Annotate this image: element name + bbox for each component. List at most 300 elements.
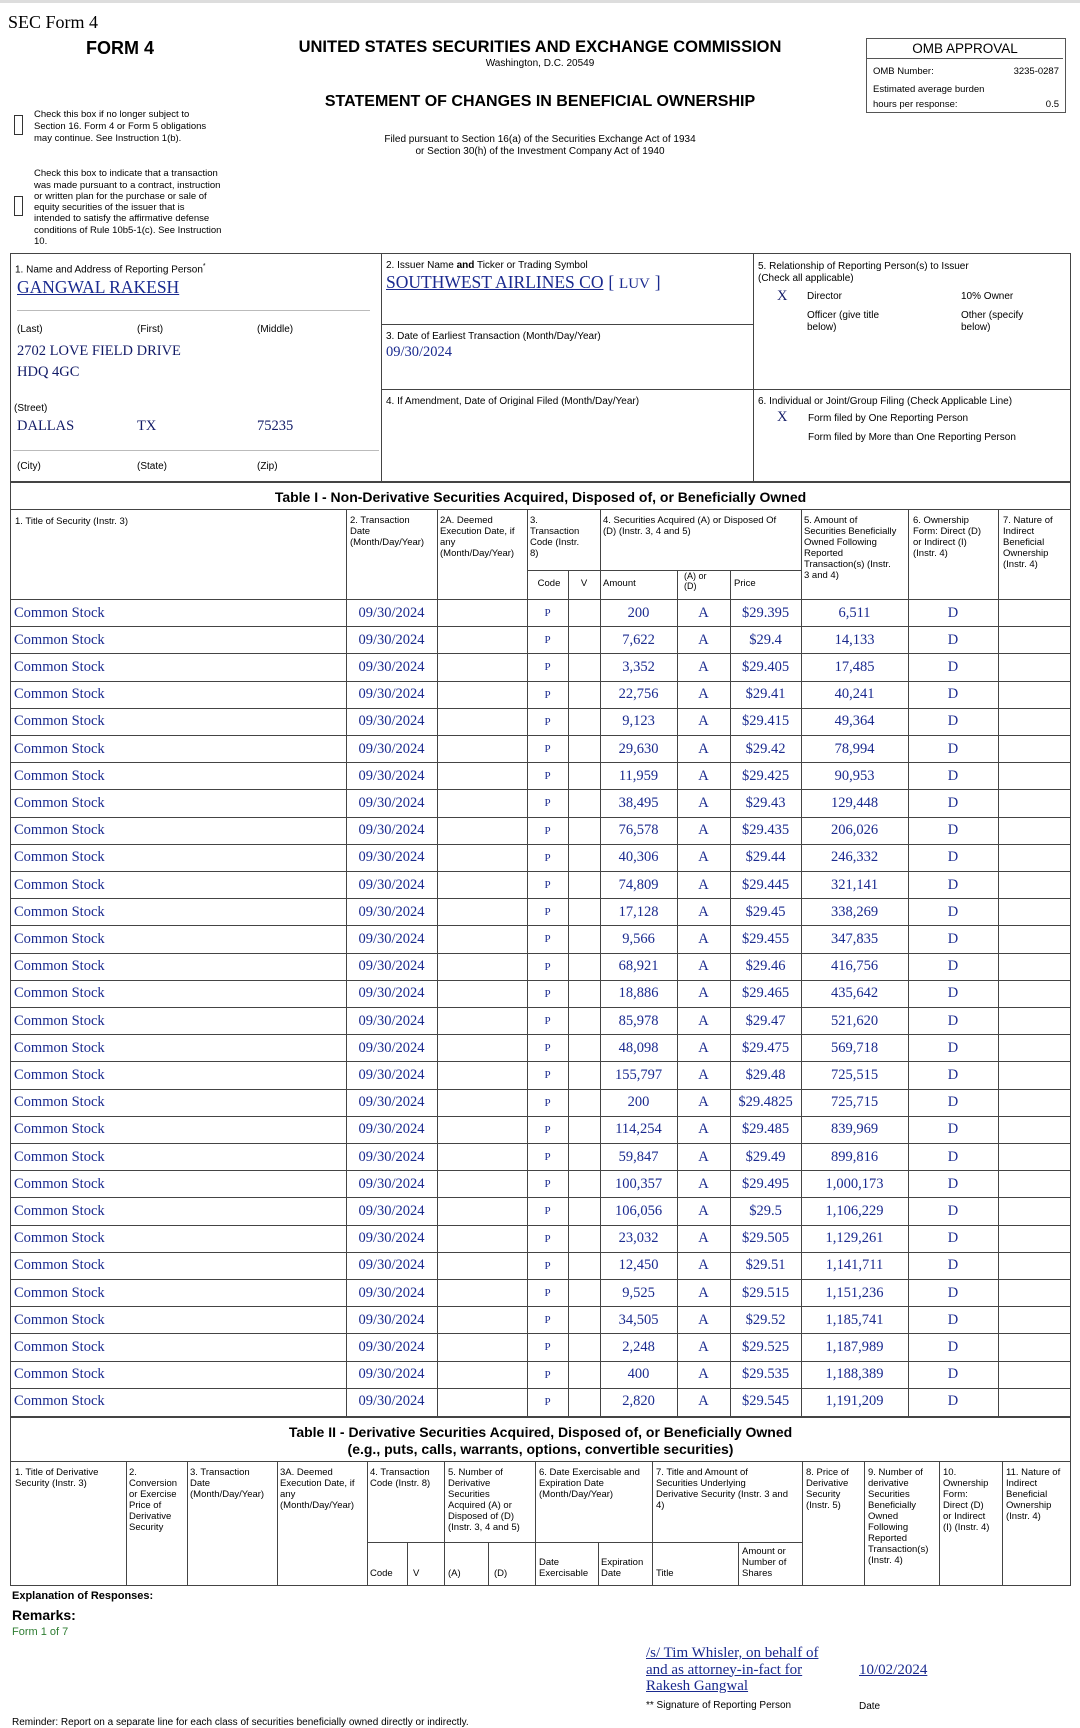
t2-h12-2: Indirect: [1006, 1478, 1038, 1489]
t1-h-owned-4: Reported: [804, 548, 844, 559]
cell-date: 09/30/2024: [358, 1066, 425, 1083]
cell-amount: 68,921: [618, 958, 659, 975]
omb-approval-box: [866, 38, 1066, 113]
cell-v: [568, 600, 600, 626]
cell-v: [568, 709, 600, 735]
street-label: (Street): [14, 403, 48, 414]
t1-h-amount-owned: [804, 515, 896, 581]
cell-deemed: [437, 1226, 527, 1252]
t2-h2-2: Conversion: [129, 1478, 178, 1489]
cell-owned: 17,485: [834, 658, 875, 675]
cell-v: [568, 954, 600, 980]
t2-h8-1: 7. Title and Amount of: [656, 1467, 748, 1478]
cell-price: $29.415: [741, 713, 790, 730]
t1-h-nature: [1003, 515, 1053, 570]
table-row: [10, 599, 1070, 626]
cell-title: Common Stock: [14, 631, 105, 648]
t1-h-nature-5: (Instr. 4): [1003, 559, 1038, 570]
col-divider: [652, 1462, 653, 1585]
cell-ad: A: [698, 1366, 709, 1383]
t2-h11-2: Ownership: [943, 1478, 989, 1489]
cell-code: P: [544, 960, 551, 973]
t1-h-form-2: Form: Direct (D): [913, 526, 982, 537]
cell-amount: 59,847: [618, 1148, 659, 1165]
cell-form: D: [947, 1257, 959, 1274]
last-label: (Last): [17, 324, 43, 335]
cell-ad: A: [698, 1202, 709, 1219]
cell-ad: A: [698, 958, 709, 975]
checkbox1-line3: may continue. See Instruction 1(b).: [34, 133, 182, 144]
col-divider: [367, 1462, 368, 1585]
t2-h4: [280, 1467, 354, 1511]
t2-h2-6: Security: [129, 1522, 164, 1533]
cell-deemed: [437, 600, 527, 626]
cell-ad: A: [698, 1311, 709, 1328]
divider: [381, 254, 382, 481]
cell-ad: A: [698, 767, 709, 784]
t2-h5: [370, 1467, 430, 1489]
cell-nature: [998, 926, 1070, 952]
cell-ad: A: [698, 686, 709, 703]
cell-ad: A: [698, 1094, 709, 1111]
t2-h4-2: Execution Date, if: [280, 1478, 355, 1489]
cell-date: 09/30/2024: [358, 1121, 425, 1138]
t2-h11-5: or Indirect: [943, 1511, 986, 1522]
t2-sub-code: Code: [370, 1568, 393, 1579]
table-row: [10, 925, 1070, 952]
cell-ad: A: [698, 1257, 709, 1274]
t2-h11-4: Direct (D): [943, 1500, 984, 1511]
t1-h-owned-1: 5. Amount of: [804, 515, 858, 526]
t1-h-owned-2: Securities Beneficially: [804, 526, 897, 537]
cell-nature: [998, 1035, 1070, 1061]
cell-date: 09/30/2024: [358, 903, 425, 920]
cell-owned: 569,718: [830, 1039, 879, 1056]
t2-sub-amt-3: Shares: [742, 1568, 773, 1579]
cell-owned: 347,835: [830, 930, 879, 947]
cell-title: Common Stock: [14, 713, 105, 730]
cell-title: Common Stock: [14, 794, 105, 811]
cell-nature: [998, 1144, 1070, 1170]
cell-date: 09/30/2024: [358, 1148, 425, 1165]
cell-nature: [998, 682, 1070, 708]
checkbox1-line1: Check this box if no longer subject to: [34, 109, 190, 120]
cell-ad: A: [698, 1148, 709, 1165]
cell-deemed: [437, 627, 527, 653]
t2-h11-1: 10.: [943, 1467, 957, 1478]
t1-sub-aord: [684, 571, 707, 591]
col-divider: [488, 1542, 489, 1585]
t2-sub-v: V: [413, 1568, 420, 1579]
cell-price: $29.4: [749, 631, 782, 648]
table-row: [10, 871, 1070, 898]
filing-one-label: Form filed by One Reporting Person: [808, 413, 969, 424]
cell-ad: A: [698, 713, 709, 730]
t1-h-code-4: 8): [530, 548, 539, 559]
cell-nature: [998, 954, 1070, 980]
agency-city: Washington, D.C. 20549: [485, 58, 595, 69]
ticker-symbol: LUV: [619, 276, 650, 292]
cell-date: 09/30/2024: [358, 604, 425, 621]
cell-form: D: [947, 903, 959, 920]
cell-owned: 49,364: [834, 713, 875, 730]
cell-price: $29.525: [741, 1338, 790, 1355]
table-row: [10, 1116, 1070, 1143]
table1-title: Table I - Non-Derivative Securities Acquired, Disposed of, or Beneficially Owned: [274, 489, 807, 505]
divider: [11, 509, 1070, 510]
cell-form: D: [947, 1012, 959, 1029]
cell-nature: [998, 1307, 1070, 1333]
t2-sub-de-1: Date: [539, 1557, 560, 1568]
cell-v: [568, 1035, 600, 1061]
cell-owned: 1,000,173: [825, 1175, 884, 1192]
zip-value: 75235: [257, 418, 294, 434]
cell-form: D: [947, 631, 959, 648]
cell-price: $29.425: [741, 767, 790, 784]
cell-amount: 3,352: [622, 658, 655, 675]
cell-nature: [998, 1008, 1070, 1034]
t1-sub-code: Code: [537, 578, 561, 589]
t1-h-ownership-form: [913, 515, 981, 559]
t2-h10-9: (Instr. 4): [868, 1555, 903, 1566]
form-count: Form 1 of 7: [12, 1626, 69, 1638]
cell-code: P: [544, 1314, 551, 1327]
t2-sub-expiration: [601, 1557, 643, 1579]
issuer-label-post: Ticker or Trading Symbol: [474, 260, 588, 271]
cell-date: 09/30/2024: [358, 1366, 425, 1383]
cell-code: P: [544, 607, 551, 620]
cell-form: D: [947, 658, 959, 675]
cell-price: $29.47: [745, 1012, 786, 1029]
cell-amount: 48,098: [618, 1039, 659, 1056]
cell-v: [568, 682, 600, 708]
checkbox2-line7: 10.: [34, 236, 48, 247]
cell-amount: 85,978: [618, 1012, 659, 1029]
cell-date: 09/30/2024: [358, 631, 425, 648]
earliest-transaction-value: 09/30/2024: [386, 344, 453, 360]
filing-one-mark[interactable]: X: [777, 409, 788, 425]
relationship-label2: (Check all applicable): [758, 273, 854, 284]
rule10b5-checkbox[interactable]: [14, 196, 23, 216]
filed-pursuant-line2: or Section 30(h) of the Investment Company Act of 1940: [415, 146, 665, 157]
omb-number-label: OMB Number:: [873, 66, 934, 77]
cell-nature: [998, 818, 1070, 844]
cell-deemed: [437, 818, 527, 844]
cell-amount: 17,128: [618, 903, 659, 920]
cell-amount: 29,630: [618, 740, 659, 757]
cell-amount: 7,622: [622, 631, 655, 648]
cell-form: D: [947, 1175, 959, 1192]
cell-code: P: [544, 688, 551, 701]
cell-price: $29.41: [745, 686, 786, 703]
checkbox2-line1: Check this box to indicate that a transaction: [34, 168, 218, 179]
cell-code: P: [544, 1259, 551, 1272]
table-row: [10, 1170, 1070, 1197]
t2-h6-5: Disposed of (D): [448, 1511, 514, 1522]
t2-h10-3: Securities: [868, 1489, 910, 1500]
cell-title: Common Stock: [14, 1148, 105, 1165]
cell-deemed: [437, 981, 527, 1007]
table-row: [10, 980, 1070, 1007]
t2-h8-3: Derivative Security (Instr. 3 and: [656, 1489, 788, 1500]
cell-ad: A: [698, 1230, 709, 1247]
cell-deemed: [437, 1144, 527, 1170]
table-row: [10, 1089, 1070, 1116]
cell-ad: A: [698, 1066, 709, 1083]
cell-owned: 1,141,711: [825, 1257, 884, 1274]
cell-nature: [998, 1090, 1070, 1116]
cell-date: 09/30/2024: [358, 1393, 425, 1410]
address-line1: 2702 LOVE FIELD DRIVE: [17, 343, 181, 359]
cell-title: Common Stock: [14, 1175, 105, 1192]
cell-nature: [998, 763, 1070, 789]
director-mark[interactable]: X: [777, 288, 788, 304]
cell-owned: 1,191,209: [825, 1393, 884, 1410]
cell-v: [568, 1226, 600, 1252]
cell-code: P: [544, 1368, 551, 1381]
cell-v: [568, 926, 600, 952]
cell-code: P: [544, 906, 551, 919]
cell-amount: 38,495: [618, 794, 659, 811]
cell-form: D: [947, 1039, 959, 1056]
cell-nature: [998, 654, 1070, 680]
divider: [11, 1461, 1070, 1462]
filing-label: 6. Individual or Joint/Group Filing (Check Applicable Line): [758, 396, 1013, 407]
cell-amount: 9,123: [622, 713, 655, 730]
reporting-person-name-link[interactable]: GANGWAL RAKESH: [17, 277, 180, 297]
cell-nature: [998, 1389, 1070, 1415]
cell-title: Common Stock: [14, 1066, 105, 1083]
underline: [17, 310, 370, 311]
cell-amount: 18,886: [618, 985, 659, 1002]
cell-v: [568, 818, 600, 844]
cell-nature: [998, 600, 1070, 626]
cell-owned: 435,642: [830, 985, 879, 1002]
cell-owned: 1,185,741: [825, 1311, 884, 1328]
t2-h2-4: Price of: [129, 1500, 162, 1511]
cell-amount: 34,505: [618, 1311, 659, 1328]
cell-price: $29.46: [745, 958, 786, 975]
director-label: Director: [807, 291, 843, 302]
cell-owned: 40,241: [834, 686, 875, 703]
table-row: [10, 1388, 1070, 1415]
table-row: [10, 1333, 1070, 1360]
cell-amount: 200: [627, 1094, 650, 1111]
agency-name: UNITED STATES SECURITIES AND EXCHANGE COMMISSION: [298, 38, 782, 56]
cell-amount: 200: [627, 604, 650, 621]
cell-title: Common Stock: [14, 1393, 105, 1410]
reporting-person-label: [15, 261, 206, 275]
city-label: (City): [17, 461, 41, 472]
t1-h-deemed-2: Execution Date, if: [440, 526, 515, 537]
cell-title: Common Stock: [14, 740, 105, 757]
t1-h-form-1: 6. Ownership: [913, 515, 969, 526]
table-row: [10, 1143, 1070, 1170]
cell-owned: 90,953: [834, 767, 875, 784]
cell-nature: [998, 1062, 1070, 1088]
cell-title: Common Stock: [14, 930, 105, 947]
cell-title: Common Stock: [14, 985, 105, 1002]
table-row: [10, 844, 1070, 871]
signature-label: ** Signature of Reporting Person: [646, 1700, 792, 1711]
cell-nature: [998, 790, 1070, 816]
table-row: [10, 653, 1070, 680]
cell-ad: A: [698, 604, 709, 621]
cell-date: 09/30/2024: [358, 1230, 425, 1247]
cell-deemed: [437, 845, 527, 871]
table-row: [10, 708, 1070, 735]
cell-amount: 74,809: [618, 876, 659, 893]
cell-title: Common Stock: [14, 1230, 105, 1247]
cell-v: [568, 790, 600, 816]
cell-date: 09/30/2024: [358, 849, 425, 866]
cell-deemed: [437, 1334, 527, 1360]
t2-h2-5: Derivative: [129, 1511, 172, 1522]
t1-h-owned-3: Owned Following: [804, 537, 877, 548]
cell-v: [568, 736, 600, 762]
cell-code: P: [544, 715, 551, 728]
omb-title: OMB APPROVAL: [867, 41, 1063, 59]
cell-deemed: [437, 790, 527, 816]
table-row: [10, 817, 1070, 844]
cell-ad: A: [698, 631, 709, 648]
cell-date: 09/30/2024: [358, 1012, 425, 1029]
divider: [527, 570, 801, 571]
cell-owned: 78,994: [834, 740, 875, 757]
cell-code: P: [544, 851, 551, 864]
cell-date: 09/30/2024: [358, 794, 425, 811]
t1-h-owned-6: 3 and 4): [804, 570, 839, 581]
t1-h-title: 1. Title of Security (Instr. 3): [15, 516, 128, 527]
t2-h9-2: Derivative: [806, 1478, 849, 1489]
cell-ad: A: [698, 849, 709, 866]
checkbox2-line3: or written plan for the purchase or sale of: [34, 191, 207, 202]
t1-h-securities-2: (D) (Instr. 3, 4 and 5): [603, 526, 691, 537]
section16-checkbox[interactable]: [14, 115, 23, 135]
cell-ad: A: [698, 930, 709, 947]
cell-code: P: [544, 1069, 551, 1082]
reminder-text: Reminder: Report on a separate line for each class of securities beneficially owned directly or indirectly.: [12, 1717, 469, 1728]
cell-v: [568, 627, 600, 653]
cell-date: 09/30/2024: [358, 713, 425, 730]
cell-title: Common Stock: [14, 1121, 105, 1138]
cell-price: $29.4825: [738, 1094, 793, 1111]
cell-deemed: [437, 736, 527, 762]
cell-v: [568, 1389, 600, 1415]
cell-form: D: [947, 876, 959, 893]
cell-code: P: [544, 933, 551, 946]
cell-nature: [998, 1226, 1070, 1252]
col-divider: [738, 1542, 739, 1585]
cell-owned: 6,511: [838, 604, 871, 621]
cell-code: P: [544, 1287, 551, 1300]
cell-title: Common Stock: [14, 658, 105, 675]
table-row: [10, 1361, 1070, 1388]
col-divider: [864, 1462, 865, 1585]
t2-sub-date-exercisable: [539, 1557, 588, 1579]
cell-amount: 12,450: [618, 1257, 659, 1274]
t2-sub-amt-2: Number of: [742, 1557, 787, 1568]
t1-h-form-3: or Indirect (I): [913, 537, 967, 548]
table-row: [10, 1034, 1070, 1061]
cell-owned: 1,106,229: [825, 1202, 884, 1219]
statement-title: STATEMENT OF CHANGES IN BENEFICIAL OWNERSHIP: [324, 93, 756, 110]
relationship-label1: 5. Relationship of Reporting Person(s) to Issuer: [758, 261, 969, 272]
cell-form: D: [947, 1148, 959, 1165]
cell-title: Common Stock: [14, 903, 105, 920]
state-label: (State): [137, 461, 168, 472]
cell-nature: [998, 1117, 1070, 1143]
cell-v: [568, 899, 600, 925]
cell-nature: [998, 981, 1070, 1007]
cell-amount: 400: [627, 1366, 650, 1383]
cell-code: P: [544, 661, 551, 674]
sec-form-label: SEC Form 4: [8, 12, 99, 32]
cell-v: [568, 1280, 600, 1306]
t2-sub-ed-1: Expiration: [601, 1557, 644, 1568]
cell-price: $29.395: [741, 604, 790, 621]
t1-h-deemed-4: (Month/Day/Year): [440, 548, 515, 559]
cell-code: P: [544, 987, 551, 1000]
col-divider: [277, 1462, 278, 1585]
cell-nature: [998, 899, 1070, 925]
cell-ad: A: [698, 985, 709, 1002]
cell-owned: 129,448: [830, 794, 879, 811]
t2-h7-3: (Month/Day/Year): [539, 1489, 614, 1500]
cell-deemed: [437, 654, 527, 680]
table-row: [10, 1279, 1070, 1306]
cell-title: Common Stock: [14, 1338, 105, 1355]
cell-title: Common Stock: [14, 876, 105, 893]
cell-v: [568, 1144, 600, 1170]
cell-price: $29.545: [741, 1393, 790, 1410]
t1-h-deemed: [440, 515, 514, 559]
cell-amount: 11,959: [618, 767, 659, 784]
signature-link[interactable]: [646, 1645, 818, 1695]
t1-h-date-2: Date: [350, 526, 371, 537]
cell-deemed: [437, 899, 527, 925]
t1-sub-amount: Amount: [603, 578, 636, 589]
divider: [382, 389, 753, 390]
checkbox1-line2: Section 16. Form 4 or Form 5 obligations: [34, 121, 207, 132]
cell-title: Common Stock: [14, 1039, 105, 1056]
cell-title: Common Stock: [14, 849, 105, 866]
issuer-name-link[interactable]: SOUTHWEST AIRLINES CO: [386, 272, 604, 292]
signature-date[interactable]: 10/02/2024: [859, 1662, 928, 1678]
cell-owned: 14,133: [834, 631, 875, 648]
cell-title: Common Stock: [14, 958, 105, 975]
cell-date: 09/30/2024: [358, 1039, 425, 1056]
t1-sub-price: Price: [734, 578, 756, 589]
ten-pct-owner-label: 10% Owner: [961, 291, 1014, 302]
cell-price: $29.495: [741, 1175, 790, 1192]
t2-sub-amount: [742, 1546, 786, 1579]
reporting-person-label-text: 1. Name and Address of Reporting Person: [15, 264, 203, 276]
amendment-label: 4. If Amendment, Date of Original Filed (Month/Day/Year): [386, 396, 640, 407]
cell-nature: [998, 1198, 1070, 1224]
cell-v: [568, 1334, 600, 1360]
issuer-line: [386, 272, 661, 293]
cell-amount: 23,032: [618, 1230, 659, 1247]
cell-code: P: [544, 1205, 551, 1218]
filed-pursuant-line1: Filed pursuant to Section 16(a) of the Securities Exchange Act of 1934: [384, 134, 696, 145]
table-row: [10, 789, 1070, 816]
cell-deemed: [437, 1035, 527, 1061]
date-label: Date: [859, 1701, 881, 1712]
cell-date: 09/30/2024: [358, 686, 425, 703]
checkbox2-line2: was made pursuant to a contract, instruction: [34, 180, 221, 191]
cell-ad: A: [698, 1121, 709, 1138]
